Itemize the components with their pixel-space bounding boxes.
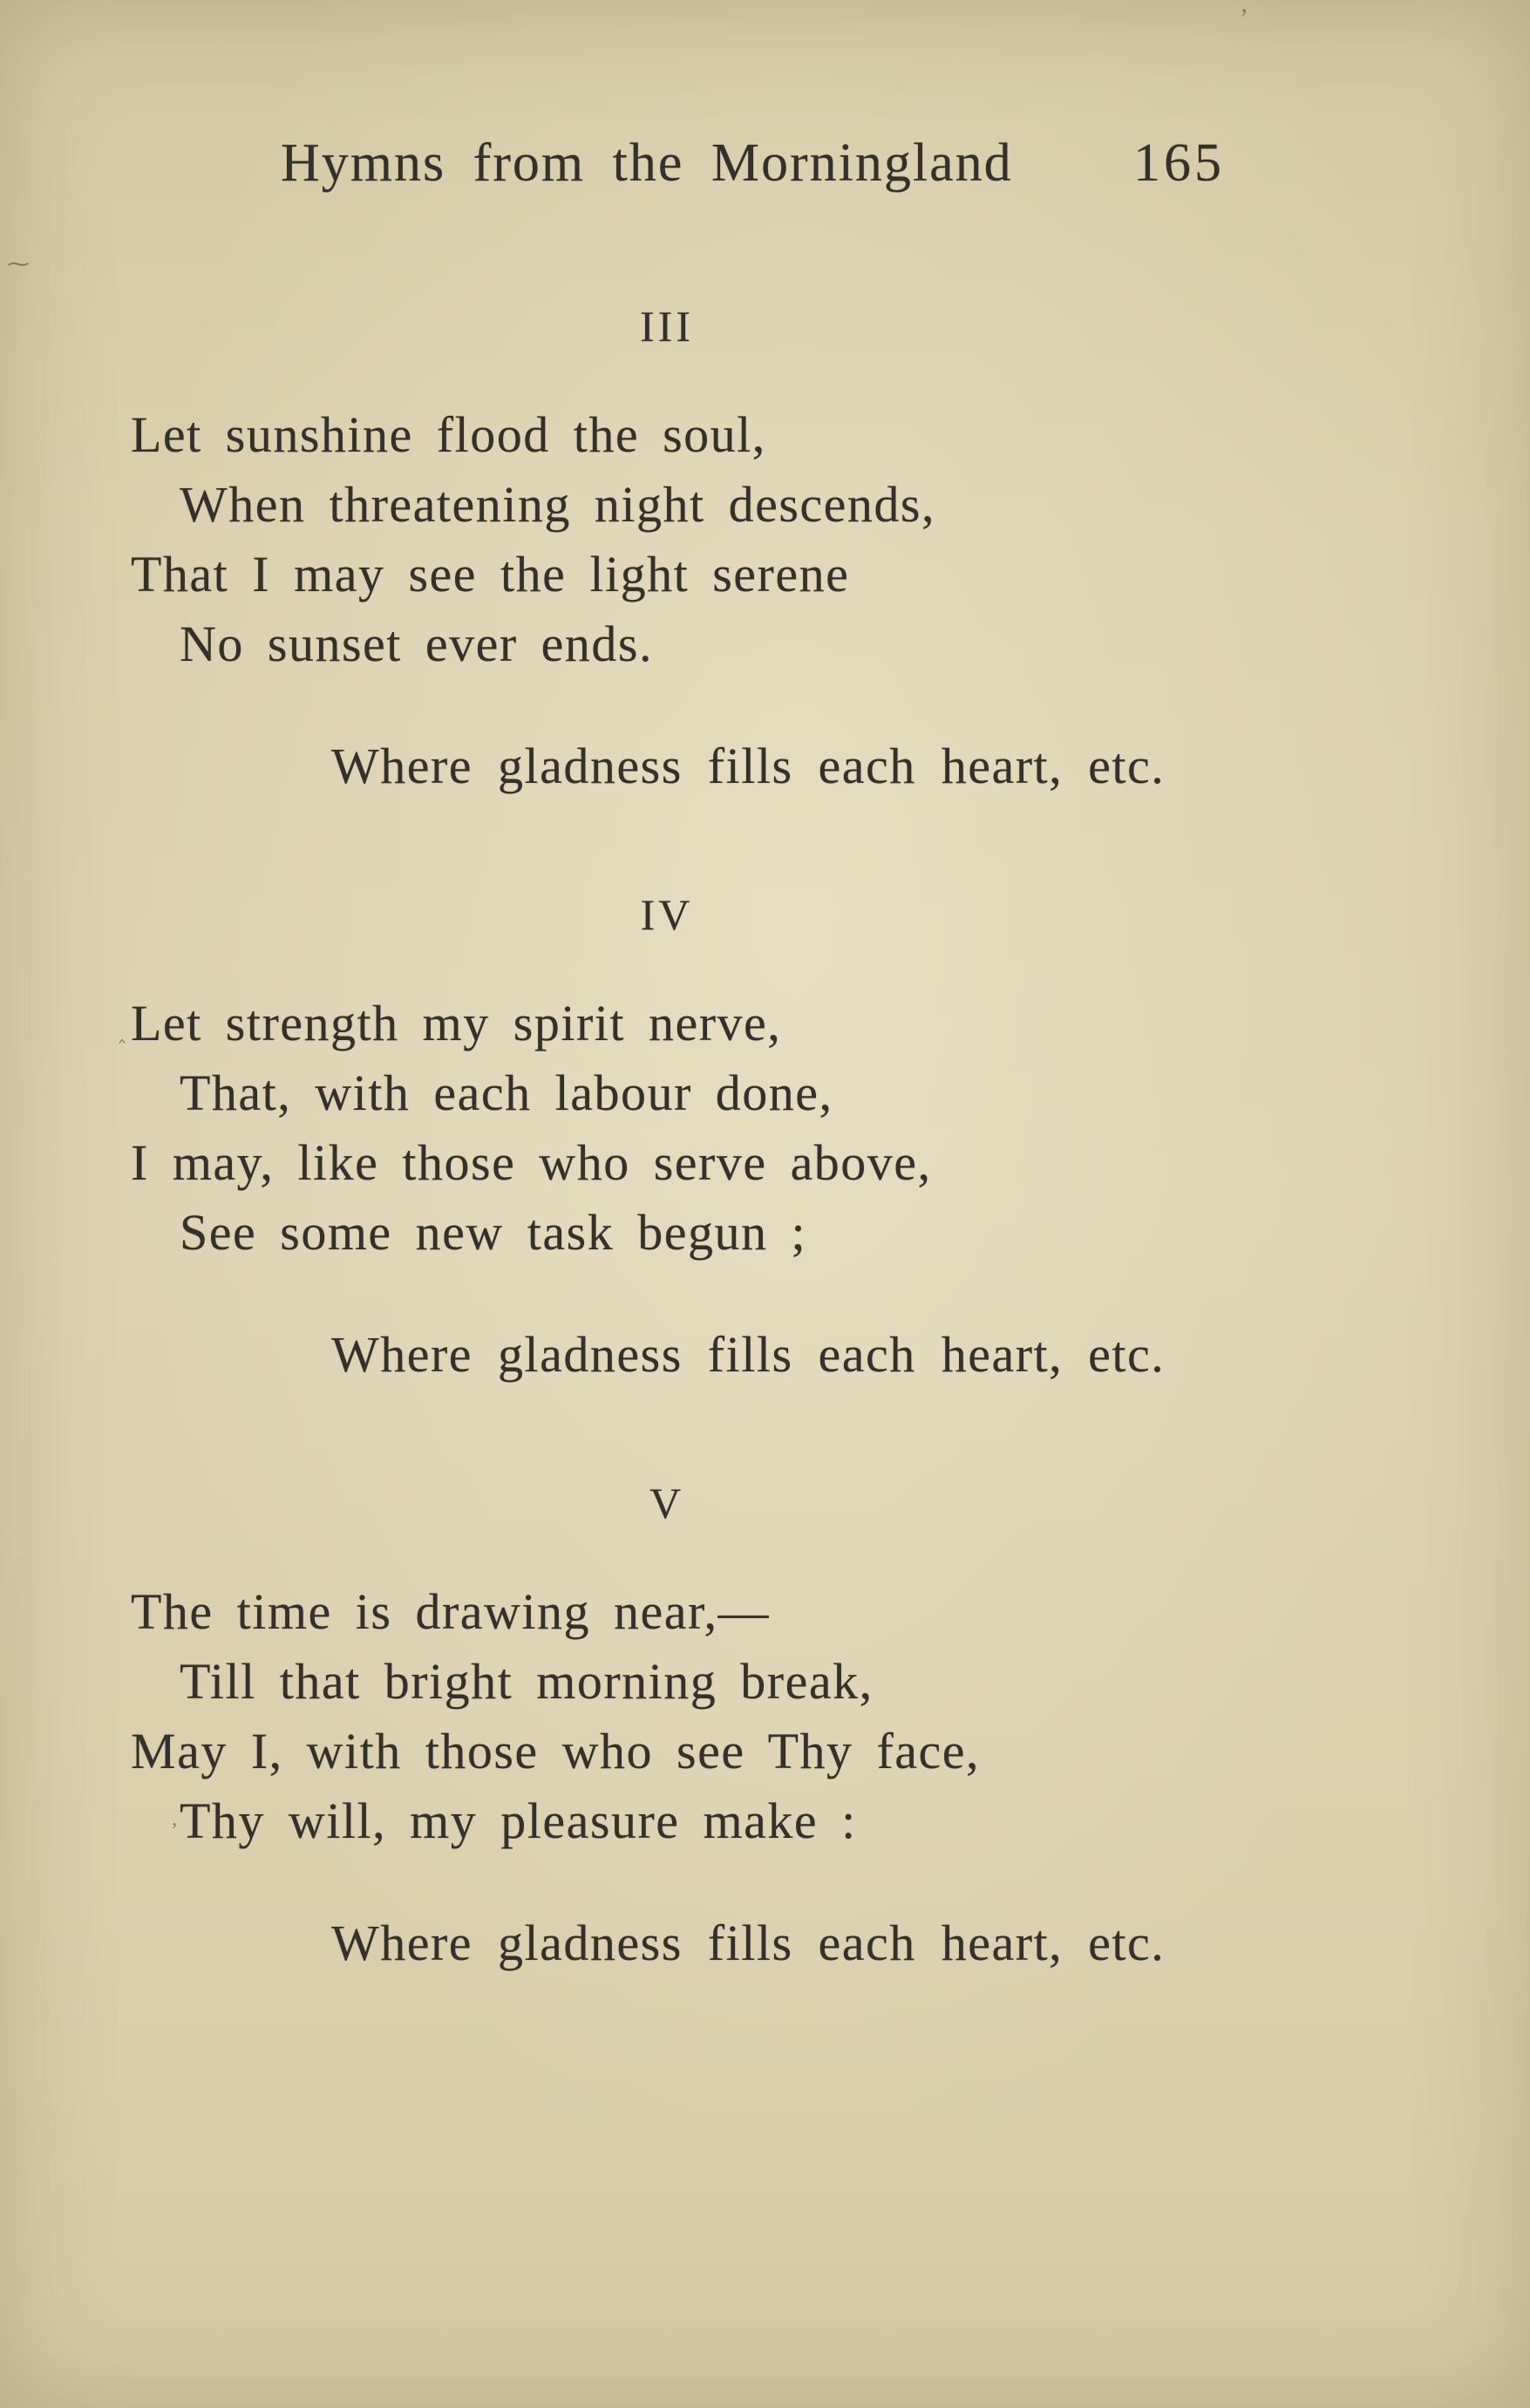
verse-line: Let sunshine flood the soul,	[131, 406, 766, 463]
verse-line: The time is drawing near,—	[131, 1583, 770, 1640]
page-header	[0, 0, 1530, 202]
stanza-iv	[131, 888, 1247, 1390]
scan-speck: ’	[171, 1820, 178, 1842]
refrain-line: Where gladness fills each heart, etc.	[331, 738, 1166, 794]
running-title: Hymns from the Morningland	[281, 133, 1013, 193]
verse-line: No sunset ever ends.	[180, 616, 654, 672]
verse-line: That, with each labour done,	[180, 1065, 833, 1121]
verse-line: When threatening night descends,	[180, 476, 935, 533]
stanza-numeral: IV	[640, 890, 694, 939]
refrain-line: Where gladness fills each heart, etc.	[331, 1915, 1166, 1971]
verse-line: Till that bright morning break,	[180, 1653, 874, 1710]
scan-speck: ⁓	[7, 251, 30, 276]
page-number: 165	[1133, 133, 1225, 193]
stanza-v	[131, 1477, 1247, 1978]
scan-speck: ‸	[119, 1021, 126, 1044]
stanza-numeral: V	[649, 1479, 685, 1527]
stanza-iii	[131, 300, 1247, 801]
poem-body	[0, 300, 1247, 1978]
refrain-line: Where gladness fills each heart, etc.	[331, 1326, 1166, 1383]
verse-line: May I, with those who see Thy face,	[131, 1723, 981, 1779]
scan-speck: ’	[1240, 3, 1248, 32]
stanza-numeral: III	[640, 302, 694, 350]
verse-line: I may, like those who serve above,	[131, 1134, 932, 1191]
verse-line: Let strength my spirit nerve,	[131, 995, 782, 1051]
verse-line: See some new task begun ;	[180, 1204, 807, 1261]
verse-line: Thy will, my pleasure make :	[180, 1792, 857, 1849]
verse-line: That I may see the light serene	[131, 546, 850, 602]
